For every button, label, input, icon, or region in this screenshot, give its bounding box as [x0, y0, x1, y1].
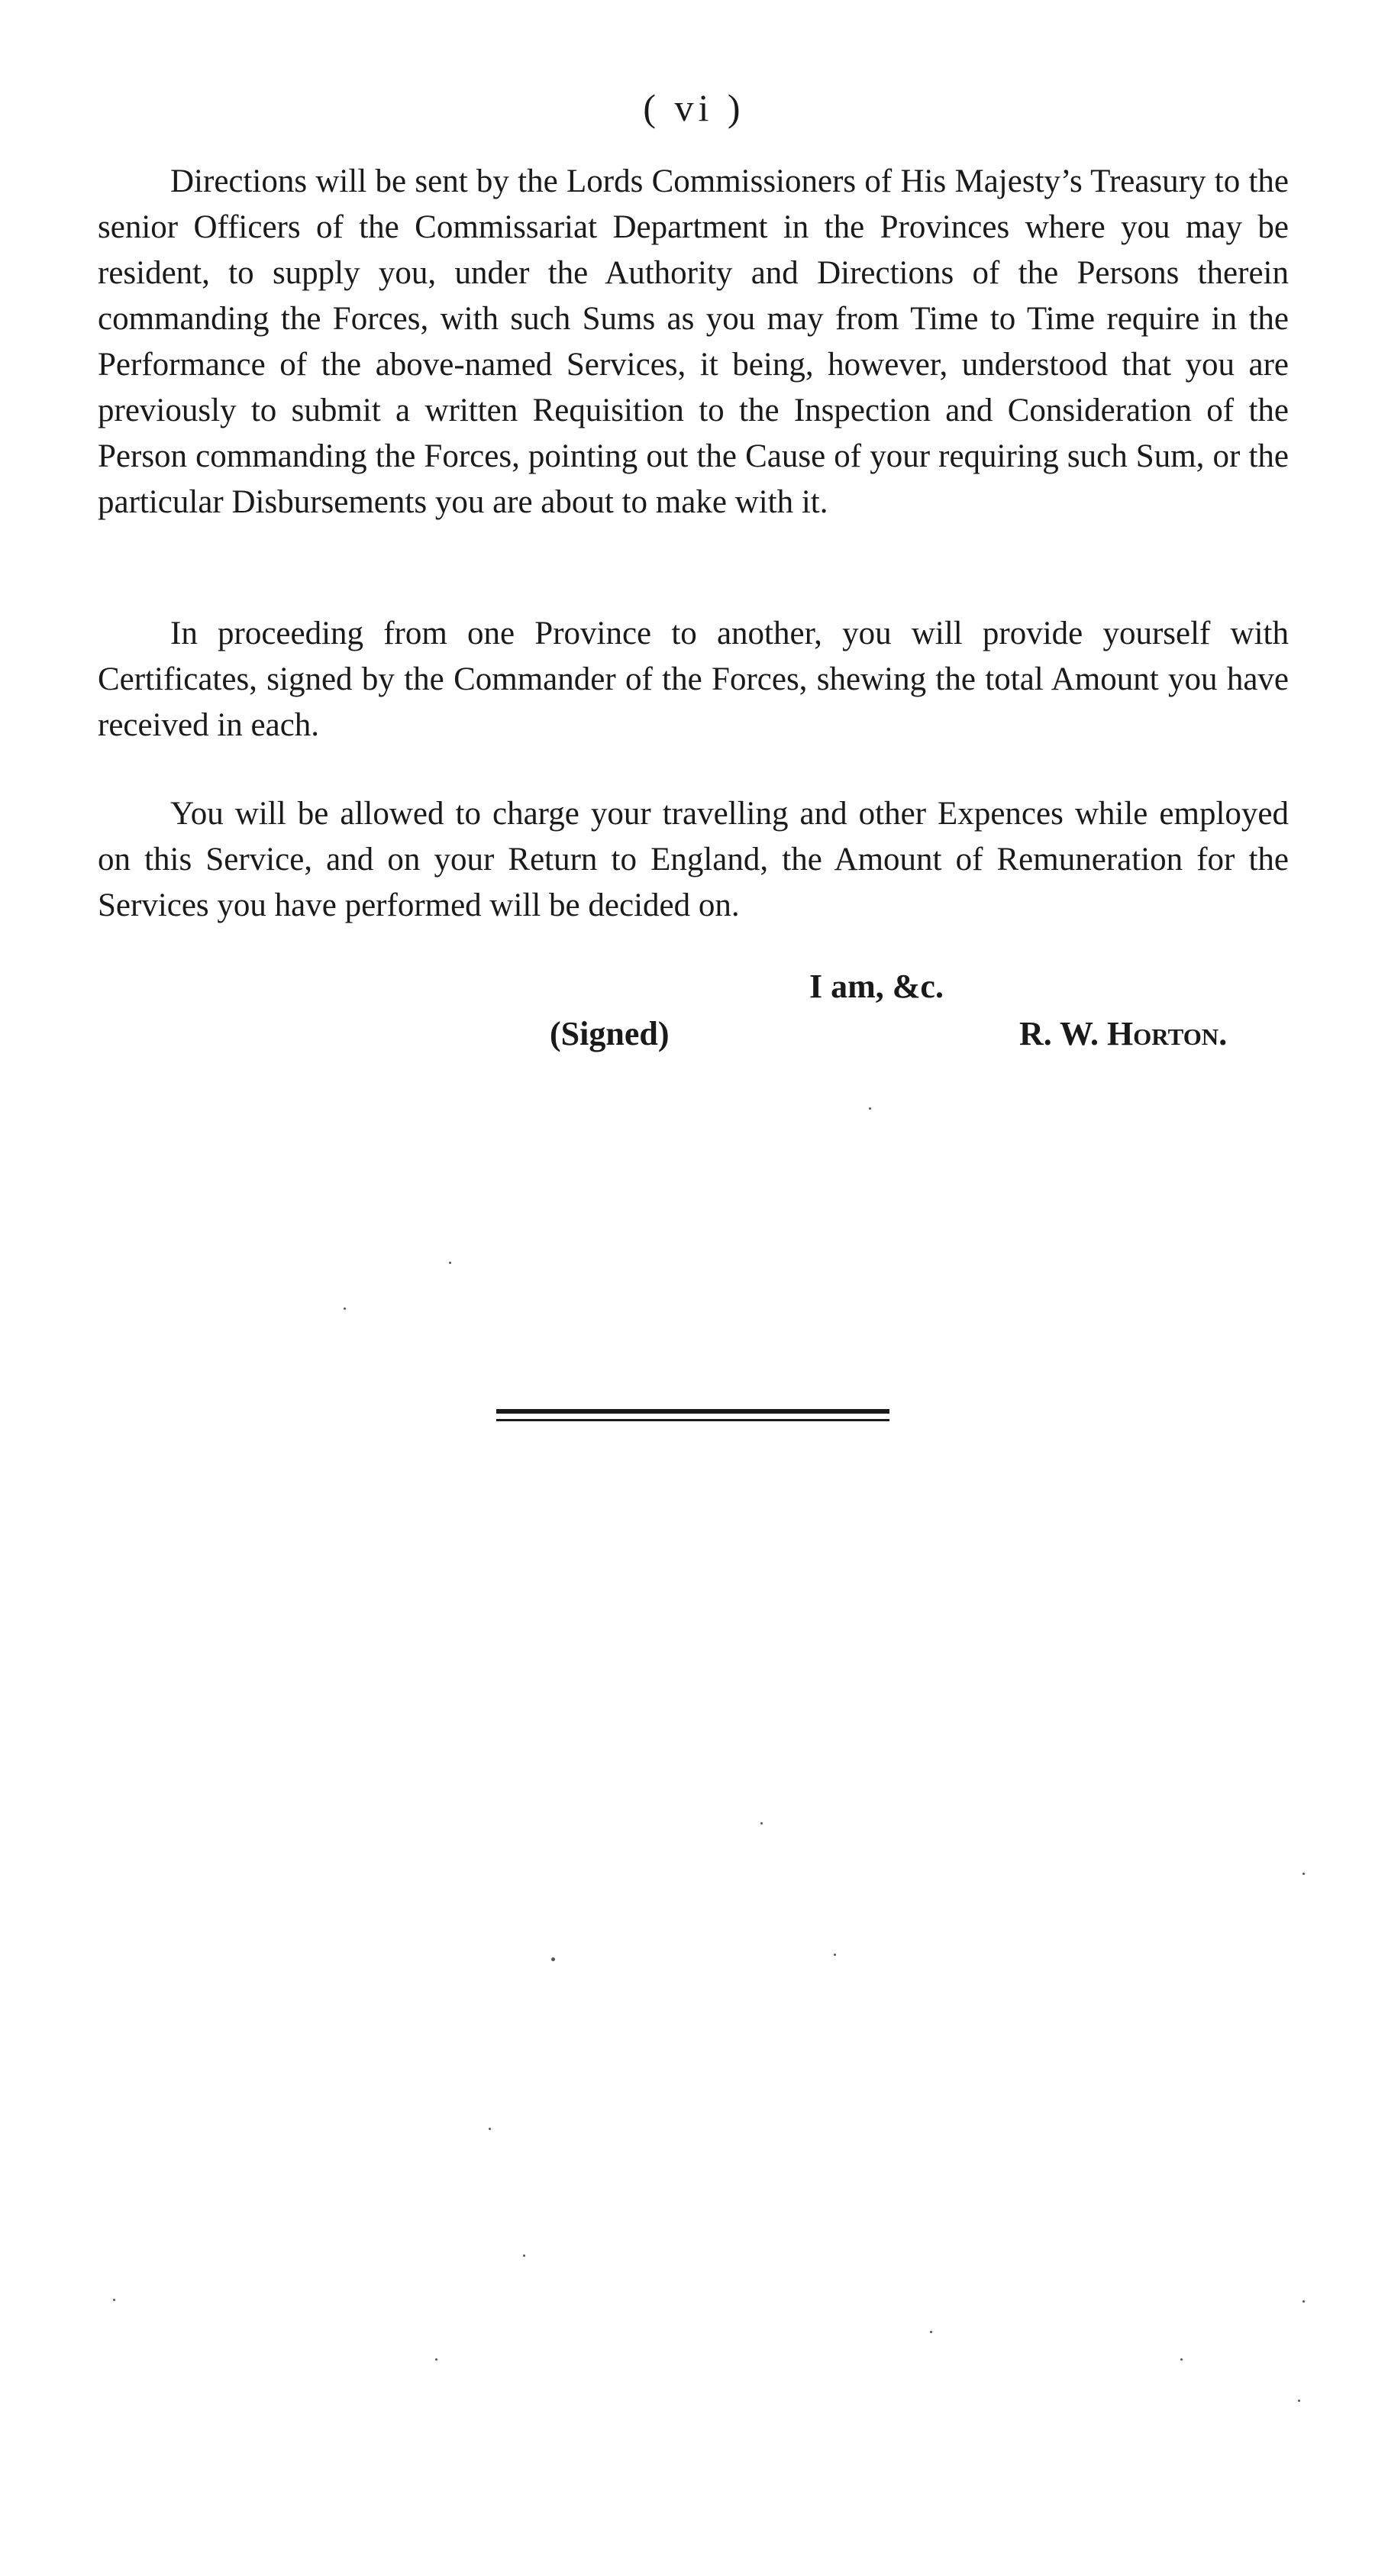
paragraph-text: You will be allowed to charge your travelling and other Expences while employed on this Service, and on your Return to England, the Amount of Remuneration for the Services you have performed will be decided on. [98, 796, 1289, 923]
signed-label: (Signed) [550, 1015, 670, 1052]
scan-speck [760, 1822, 763, 1825]
signatory-name: R. W. Horton. [1019, 1015, 1228, 1052]
letter-paragraph-1 [98, 159, 1289, 525]
scan-speck [1302, 2300, 1305, 2303]
scan-speck [489, 2128, 491, 2130]
scan-speck [435, 2358, 437, 2361]
section-divider-thick [496, 1409, 889, 1414]
scan-speck [834, 1954, 836, 1956]
letter-paragraph-3 [98, 791, 1289, 929]
paragraph-text: Directions will be sent by the Lords Commissioners of His Majesty’s Treasury to the senior Officers of the Commissariat Department in the Provinces where you may be resident, to supply you, under the Authority and Directions of the Persons therein commanding the Forces, with such Sums as you may from Time to Time require in the Performance of the above-named Services, it being, however, understood that you are previously to submit a written Requisition to the Inspection and Consideration of the Person commanding the Forces, pointing out the Cause of your requiring such Sum, or the particular Disbursements you are about to make with it. [98, 163, 1289, 520]
section-divider-thin [496, 1419, 889, 1421]
scan-speck [1180, 2358, 1183, 2361]
page-number: ( vi ) [643, 86, 745, 129]
scan-speck [930, 2331, 932, 2333]
paragraph-text: In proceeding from one Province to another, you will provide yourself with Certificates, signed by the Commander of the Forces, shewing the total Amount you have received in each. [98, 616, 1289, 743]
scan-speck [869, 1107, 871, 1110]
letter-closing: I am, &c. [809, 968, 944, 1005]
scan-speck [1298, 2400, 1300, 2402]
scan-speck [449, 1262, 451, 1264]
scan-speck [1302, 1873, 1305, 1875]
letter-paragraph-2 [98, 611, 1289, 748]
scan-speck [344, 1307, 346, 1310]
scan-speck [523, 2254, 525, 2257]
scan-speck [551, 1957, 555, 1961]
scan-speck [113, 2299, 115, 2301]
